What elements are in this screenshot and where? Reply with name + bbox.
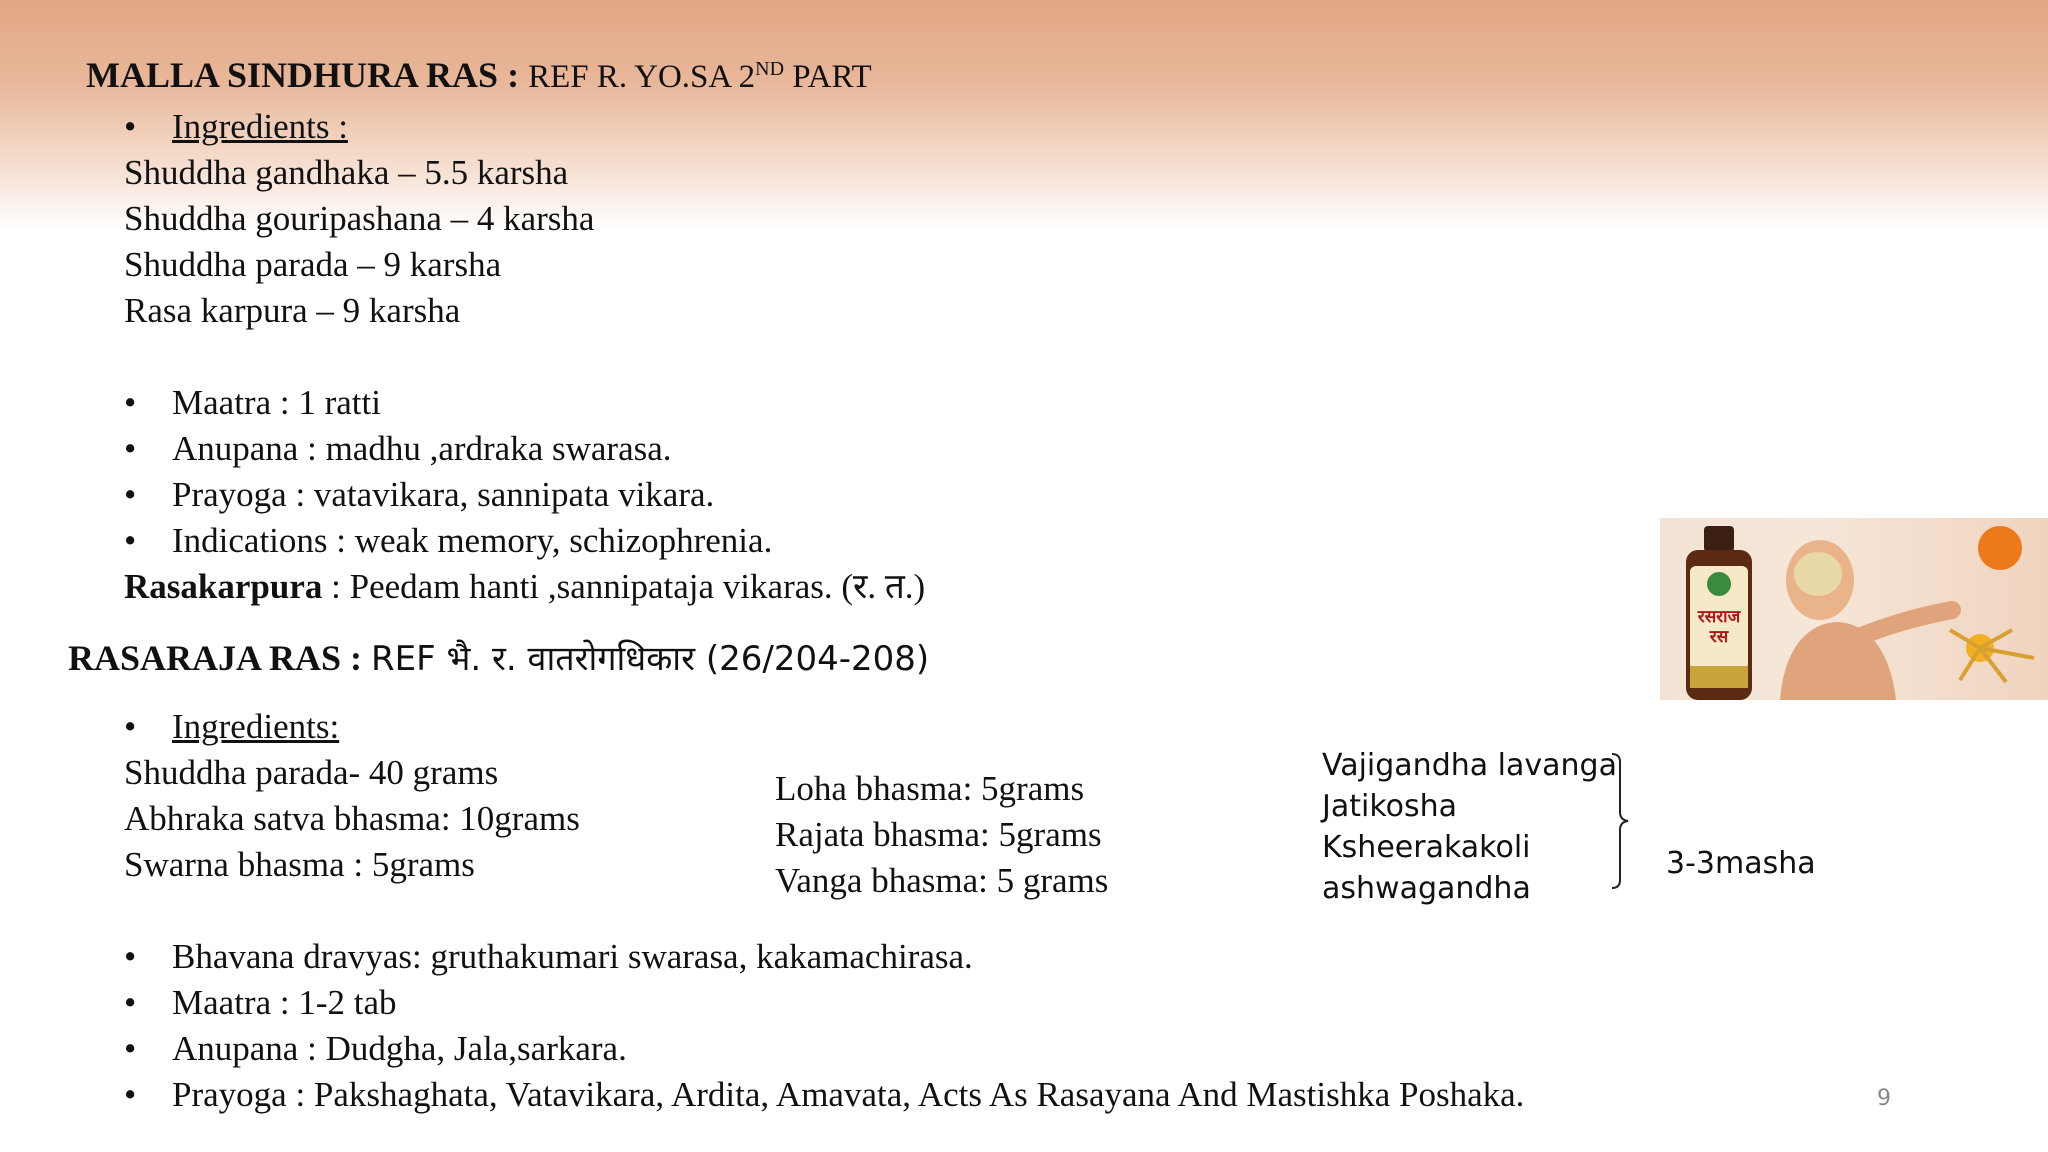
bullet: • [124, 1029, 137, 1068]
bullet: • [124, 937, 137, 976]
bullet: • [124, 707, 137, 746]
malla-details-list [124, 380, 925, 610]
list-item-indications [124, 518, 925, 564]
list-item: Jatikosha [1322, 789, 1458, 824]
list-item: Shuddha parada- 40 grams [124, 753, 499, 792]
bottle-cap [1704, 526, 1734, 552]
list-item-prayoga [124, 472, 925, 518]
malla-prayoga: Prayoga : vatavikara, sannipata vikara. [172, 475, 715, 514]
malla-anupana: Anupana : madhu ,ardraka swarasa. [172, 429, 672, 468]
bottle-label-line2: रस [1709, 627, 1729, 647]
malla-ingredients-list [124, 150, 594, 334]
rasaraja-maatra: Maatra : 1-2 tab [172, 983, 397, 1022]
rasaraja-ref: REF भै. र. वातरोगधिकार (26/204-208) [371, 639, 930, 679]
page-number: 9 [1877, 1086, 1891, 1111]
list-item-maatra [124, 380, 925, 426]
bullet: • [124, 983, 137, 1022]
rasakarpura-line [124, 564, 925, 610]
rasaraja-title-text: RASARAJA RAS : [68, 638, 372, 678]
list-item-anupana [124, 426, 925, 472]
neuron-branches [1950, 630, 2034, 682]
rasaraja-prayoga: Prayoga : Pakshaghata, Vatavikara, Ardita, Amavata, Acts As Rasayana And Mastishka Poshaka. [172, 1075, 1525, 1114]
list-item-bhavana [124, 934, 1524, 980]
malla-title-text: MALLA SINDHURA RAS : [86, 55, 529, 95]
list-item: Abhraka satva bhasma: 10grams [124, 799, 580, 838]
bullet: • [124, 383, 137, 422]
brain-icon [1794, 552, 1842, 596]
list-item: Vajigandha lavanga [1322, 748, 1617, 783]
rasaraja-anupana: Anupana : Dudgha, Jala,sarkara. [172, 1029, 627, 1068]
malla-sindhura-title [86, 54, 872, 96]
malla-ref-suffix: PART [784, 59, 872, 95]
bottle-label-line1: रसराज [1697, 607, 1741, 627]
list-item-prayoga [124, 1072, 1524, 1118]
bullet: • [124, 429, 137, 468]
list-item: Shuddha gandhaka – 5.5 karsha [124, 153, 569, 192]
rasaraja-title [68, 634, 929, 680]
list-item: Rajata bhasma: 5grams [775, 815, 1102, 854]
list-item: Vanga bhasma: 5 grams [775, 861, 1109, 900]
rasaraja-details-list [124, 934, 1524, 1118]
malla-ingredients-heading [124, 104, 348, 150]
rasaraja-ingredients-label: Ingredients: [172, 707, 340, 746]
bottle-logo-icon [1707, 572, 1731, 596]
bullet: • [124, 107, 137, 146]
rasaraja-ingredients-col1 [124, 750, 580, 888]
product-image [1660, 518, 2048, 700]
list-item: ashwagandha [1322, 871, 1531, 906]
list-item-anupana [124, 1026, 1524, 1072]
malla-maatra: Maatra : 1 ratti [172, 383, 381, 422]
list-item: Loha bhasma: 5grams [775, 769, 1085, 808]
rasakarpura-text: : Peedam hanti ,sannipataja vikaras. (र. त.) [322, 567, 926, 606]
malla-ref-sup: ND [755, 58, 785, 80]
product-illustration [1660, 518, 2048, 700]
bullet: • [124, 521, 137, 560]
malla-ref-text: REF R. YO.SA 2 [528, 59, 756, 95]
right-brace-icon [1608, 752, 1632, 890]
malla-indications: Indications : weak memory, schizophrenia. [172, 521, 773, 560]
rasaraja-ingredients-col2 [775, 766, 1108, 904]
list-item: Rasa karpura – 9 karsha [124, 291, 461, 330]
rasakarpura-label: Rasakarpura [124, 567, 323, 606]
list-item: Swarna bhasma : 5grams [124, 845, 475, 884]
herbs-dose: 3-3masha [1666, 846, 1816, 881]
rasaraja-bhavana: Bhavana dravyas: gruthakumari swarasa, kakamachirasa. [172, 937, 973, 976]
bottle-band [1690, 666, 1748, 688]
rasaraja-ingredients-heading [124, 704, 339, 750]
list-item-maatra [124, 980, 1524, 1026]
orb-icon [1978, 526, 2022, 570]
list-item: Ksheerakakoli [1322, 830, 1531, 865]
list-item: Shuddha parada – 9 karsha [124, 245, 502, 284]
malla-ref [528, 59, 872, 95]
list-item: Shuddha gouripashana – 4 karsha [124, 199, 595, 238]
rasaraja-herbs-list [1322, 745, 1617, 909]
bullet: • [124, 1075, 137, 1114]
figure-arm [1856, 610, 1952, 638]
malla-ingredients-label: Ingredients : [172, 107, 348, 146]
bullet: • [124, 475, 137, 514]
